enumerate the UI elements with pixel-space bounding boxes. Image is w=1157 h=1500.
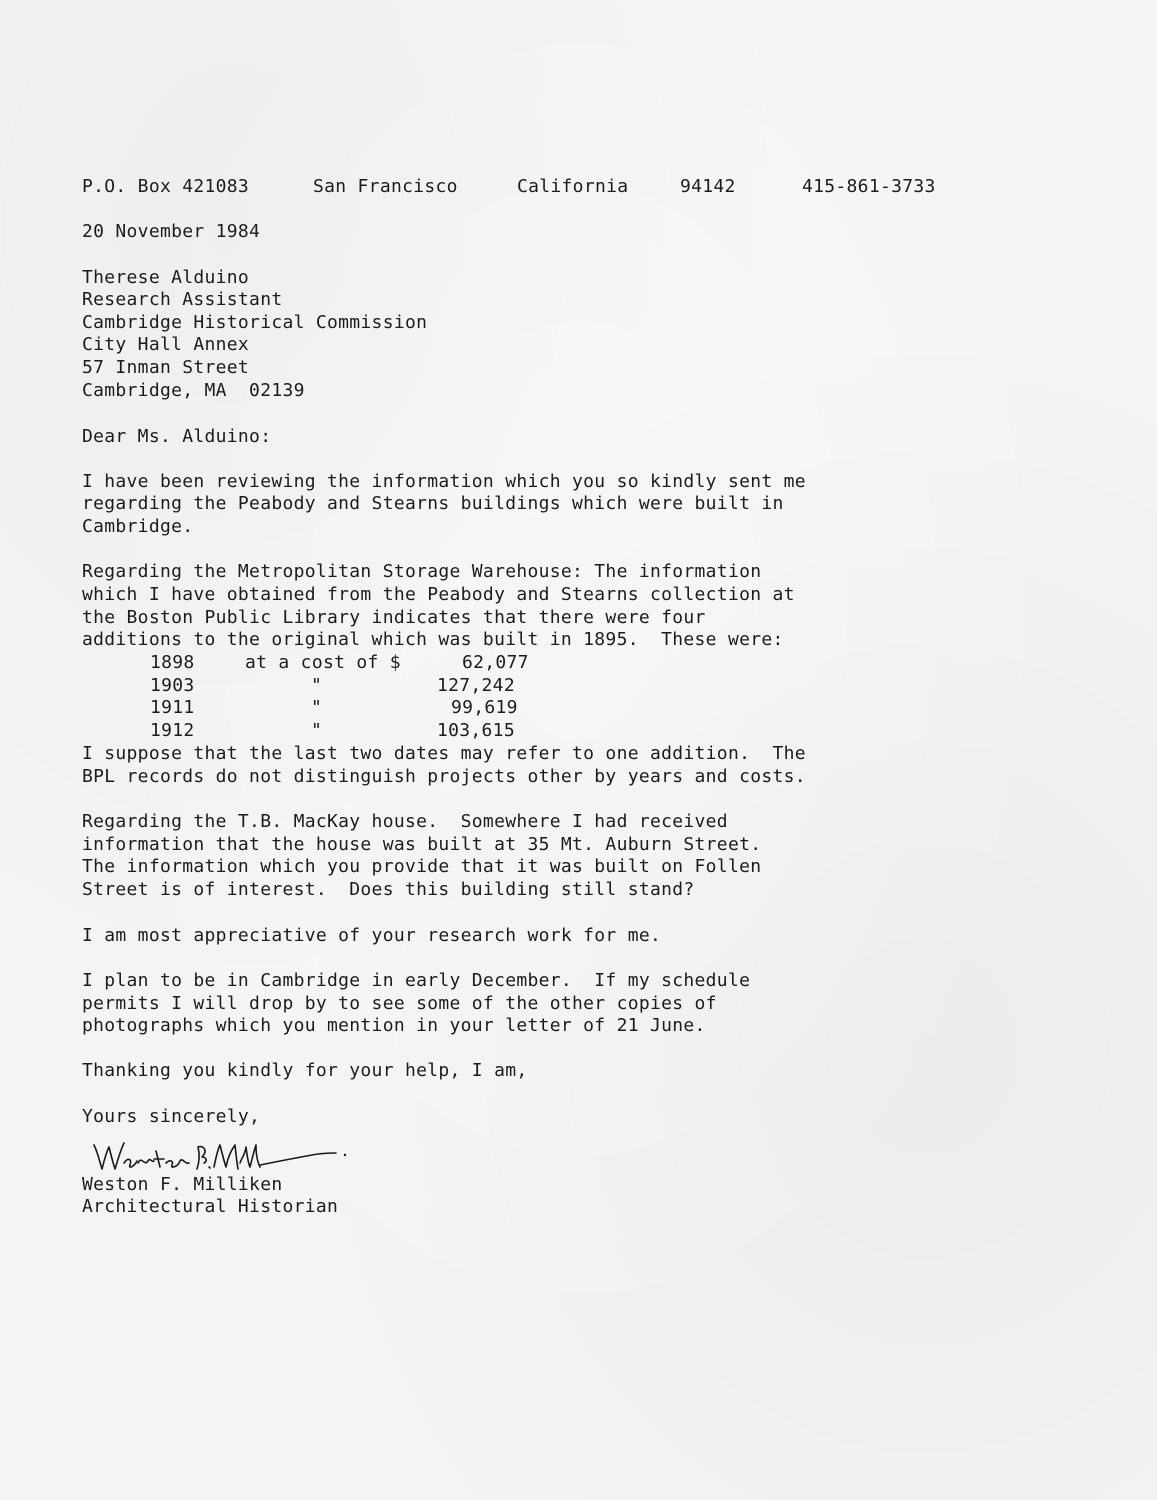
addition-year: 1903: [150, 675, 195, 696]
addition-amount: 99,619: [451, 697, 518, 718]
paragraph-4: I am most appreciative of your research work for me.: [82, 925, 662, 946]
body-line: permits I will drop by to see some of the other copies of: [82, 993, 717, 1014]
signer-name: Weston F. Milliken: [82, 1174, 283, 1195]
recipient-line: Therese Alduino: [82, 267, 250, 288]
body-line: regarding the Peabody and Stearns buildings which were built in: [82, 493, 784, 514]
body-line: I have been reviewing the information which you so kindly sent me: [82, 471, 806, 492]
addition-note: ": [311, 697, 323, 718]
recipient-line: Research Assistant: [82, 289, 283, 310]
addition-amount: 127,242: [437, 675, 515, 696]
body-line: I plan to be in Cambridge in early December. If my schedule: [82, 970, 751, 991]
body-line: Cambridge.: [82, 516, 194, 537]
body-line: Regarding the T.B. MacKay house. Somewhere I had received: [82, 811, 728, 832]
body-line: Regarding the Metropolitan Storage Warehouse: The information: [82, 561, 762, 582]
addition-year: 1898: [150, 652, 195, 673]
body-line: which I have obtained from the Peabody and Stearns collection at: [82, 584, 795, 605]
body-line: additions to the original which was built in 1895. These were:: [82, 629, 784, 650]
recipient-line: Cambridge Historical Commission: [82, 312, 428, 333]
body-line: information that the house was built at 35 Mt. Auburn Street.: [82, 834, 762, 855]
letterhead-po-box: P.O. Box 421083: [82, 176, 250, 197]
body-line: photographs which you mention in your letter of 21 June.: [82, 1015, 706, 1036]
addition-note: ": [311, 675, 323, 696]
body-line: the Boston Public Library indicates that there were four: [82, 607, 706, 628]
closing: Yours sincerely,: [82, 1106, 261, 1127]
addition-amount: 103,615: [437, 720, 515, 741]
letterhead-zip: 94142: [680, 176, 736, 197]
recipient-line: Cambridge, MA 02139: [82, 380, 305, 401]
signer-title: Architectural Historian: [82, 1196, 339, 1217]
body-line: BPL records do not distinguish projects other by years and costs.: [82, 766, 806, 787]
letterhead-state: California: [517, 176, 629, 197]
addition-year: 1912: [150, 720, 195, 741]
addition-amount: 62,077: [462, 652, 529, 673]
addition-year: 1911: [150, 697, 195, 718]
recipient-line: 57 Inman Street: [82, 357, 250, 378]
addition-note: at a cost of $: [245, 652, 401, 673]
addition-note: ": [311, 720, 323, 741]
body-line: I suppose that the last two dates may refer to one addition. The: [82, 743, 806, 764]
body-line: Street is of interest. Does this building still stand?: [82, 879, 695, 900]
body-line: The information which you provide that it was built on Follen: [82, 856, 762, 877]
salutation: Dear Ms. Alduino:: [82, 426, 272, 447]
paragraph-6: Thanking you kindly for your help, I am,: [82, 1060, 528, 1081]
letter-date: 20 November 1984: [82, 221, 261, 242]
recipient-line: City Hall Annex: [82, 334, 250, 355]
letterhead-city: San Francisco: [313, 176, 458, 197]
letterhead-phone: 415-861-3733: [802, 176, 936, 197]
